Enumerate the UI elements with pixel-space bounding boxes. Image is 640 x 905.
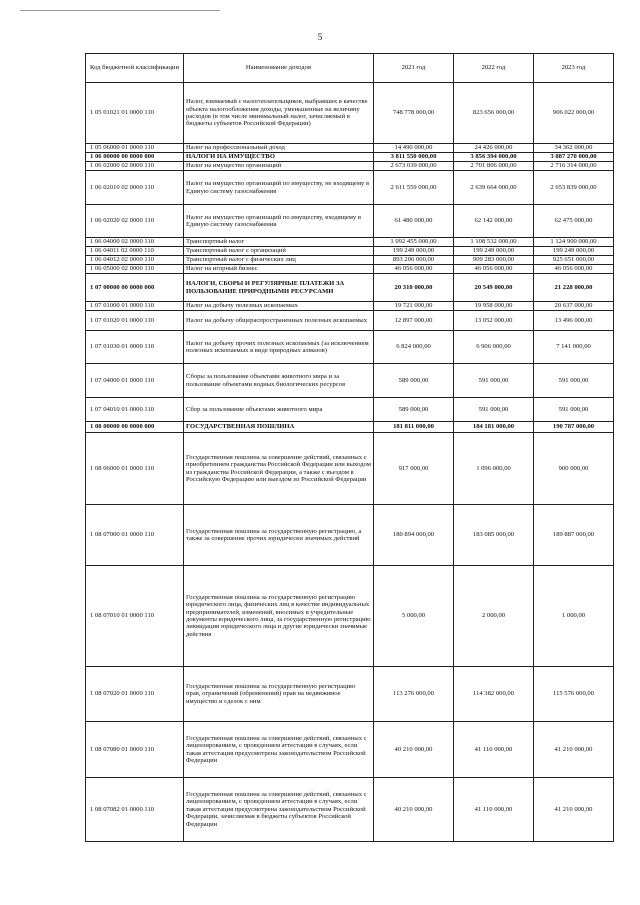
cell-2021: 1 092 455 000,00 (374, 238, 454, 247)
table-row (86, 205, 614, 238)
cell-code: 1 06 02020 02 0000 110 (86, 205, 184, 238)
page-number: 5 (317, 32, 323, 42)
cell-2022: 1 108 532 000,00 (454, 238, 534, 247)
cell-2022: 3 856 394 000,00 (454, 153, 534, 162)
table-row (86, 398, 614, 422)
cell-code: 1 05 06000 01 0000 110 (86, 144, 184, 153)
cell-2021: 893 206 000,00 (374, 256, 454, 265)
cell-2022: 41 110 000,00 (454, 778, 534, 842)
cell-2022: 199 249 000,00 (454, 247, 534, 256)
cell-name: Налог на имущество организаций по имуществу, не входящему в Единую систему газоснабжения (184, 171, 374, 205)
cell-code: 1 06 02000 02 0000 110 (86, 162, 184, 171)
cell-name: Налог на имущество организаций по имуществу, входящему в Единую систему газоснабжения (184, 205, 374, 238)
cell-code: 1 08 00000 00 0000 000 (86, 422, 184, 433)
cell-2023: 2 653 839 000,00 (534, 171, 614, 205)
cell-name: Государственная пошлина за государственную регистрацию прав, ограничений (обременений) прав на недвижимое имущество и сделок с ним (184, 667, 374, 722)
table-row (86, 162, 614, 171)
cell-2021: 589 000,00 (374, 398, 454, 422)
cell-2021: 180 894 000,00 (374, 505, 454, 566)
table-row (86, 247, 614, 256)
cell-code: 1 05 01021 01 0000 110 (86, 83, 184, 144)
cell-name: Государственная пошлина за государственную регистрацию, а также за совершение прочих юридически значимых действий (184, 505, 374, 566)
cell-2023: 62 475 000,00 (534, 205, 614, 238)
cell-code: 1 07 01000 01 0000 110 (86, 302, 184, 311)
cell-code: 1 06 05000 02 0000 110 (86, 265, 184, 274)
cell-2023: 20 637 000,00 (534, 302, 614, 311)
cell-2023: 189 887 000,00 (534, 505, 614, 566)
table-row (86, 566, 614, 667)
cell-name: Налог на добычу общераспространенных полезных ископаемых (184, 311, 374, 331)
cell-code: 1 06 04011 02 0000 110 (86, 247, 184, 256)
cell-name: Транспортный налог (184, 238, 374, 247)
cell-name: НАЛОГИ, СБОРЫ И РЕГУЛЯРНЫЕ ПЛАТЕЖИ ЗА ПОЛЬЗОВАНИЕ ПРИРОДНЫМИ РЕСУРСАМИ (184, 274, 374, 302)
cell-2022: 46 056 000,00 (454, 265, 534, 274)
cell-2023: 190 787 000,00 (534, 422, 614, 433)
cell-2022: 41 110 000,00 (454, 722, 534, 778)
cell-2023: 115 576 000,00 (534, 667, 614, 722)
cell-2023: 2 716 314 000,00 (534, 162, 614, 171)
cell-code: 1 06 04012 02 0000 110 (86, 256, 184, 265)
cell-2021: 14 490 000,00 (374, 144, 454, 153)
cell-2023: 41 210 000,00 (534, 722, 614, 778)
cell-name: Транспортный налог с организаций (184, 247, 374, 256)
cell-2022: 184 181 000,00 (454, 422, 534, 433)
cell-2021: 917 000,00 (374, 433, 454, 505)
cell-2023: 46 056 000,00 (534, 265, 614, 274)
cell-2021: 19 721 000,00 (374, 302, 454, 311)
cell-2022: 909 283 000,00 (454, 256, 534, 265)
cell-name: Налог на игорный бизнес (184, 265, 374, 274)
table-row (86, 256, 614, 265)
cell-2021: 113 276 000,00 (374, 667, 454, 722)
table-row (86, 505, 614, 566)
header-2021: 2021 год (374, 54, 454, 83)
cell-code: 1 08 07082 01 0000 110 (86, 778, 184, 842)
table-row (86, 274, 614, 302)
cell-code: 1 06 02010 02 0000 110 (86, 171, 184, 205)
cell-code: 1 07 04010 01 0000 110 (86, 398, 184, 422)
table-row (86, 144, 614, 153)
cell-2023: 591 000,00 (534, 364, 614, 398)
cell-2021: 6 824 000,00 (374, 331, 454, 364)
cell-name: Сбор за пользование объектами животного мира (184, 398, 374, 422)
cell-2022: 114 382 000,00 (454, 667, 534, 722)
table-row (86, 265, 614, 274)
cell-2023: 1 124 900 000,00 (534, 238, 614, 247)
cell-2021: 5 000,00 (374, 566, 454, 667)
header-2022: 2022 год (454, 54, 534, 83)
cell-2021: 589 000,00 (374, 364, 454, 398)
cell-2022: 13 052 000,00 (454, 311, 534, 331)
header-2023: 2023 год (534, 54, 614, 83)
cell-2021: 748 778 000,00 (374, 83, 454, 144)
table-row (86, 722, 614, 778)
cell-name: Налог, взимаемый с налогоплательщиков, выбравших в качестве объекта налогообложения доходы, уменьшенные на величину расходов (в том числе минимальный налог, зачисляемый в бюджеты субъектов Российской Федерации) (184, 83, 374, 144)
table-row (86, 433, 614, 505)
cell-code: 1 07 01030 01 0000 110 (86, 331, 184, 364)
cell-code: 1 08 07000 01 0000 110 (86, 505, 184, 566)
table-row (86, 83, 614, 144)
table-row (86, 302, 614, 311)
header-code: Код бюджетной классификации (86, 54, 184, 83)
cell-2021: 61 480 000,00 (374, 205, 454, 238)
cell-2021: 181 811 000,00 (374, 422, 454, 433)
cell-2021: 40 210 000,00 (374, 778, 454, 842)
table-row (86, 153, 614, 162)
cell-code: 1 07 01020 01 0000 110 (86, 311, 184, 331)
cell-code: 1 08 06000 01 0000 110 (86, 433, 184, 505)
header-name: Наименование доходов (184, 54, 374, 83)
cell-2022: 1 096 000,00 (454, 433, 534, 505)
table-row (86, 667, 614, 722)
cell-2022: 6 906 000,00 (454, 331, 534, 364)
cell-name: Государственная пошлина за государственную регистрацию юридического лица, физических лиц в качестве индивидуальных предпринимателей, изменений, вносимых в учредительные документы юридического лица, за государственную регистрацию ликвидации юридического лица и другие юридически значимые действия (184, 566, 374, 667)
cell-2022: 591 000,00 (454, 398, 534, 422)
cell-2023: 34 362 000,00 (534, 144, 614, 153)
table-row (86, 422, 614, 433)
cell-2023: 41 210 000,00 (534, 778, 614, 842)
cell-2022: 183 085 000,00 (454, 505, 534, 566)
cell-name: ГОСУДАРСТВЕННАЯ ПОШЛИНА (184, 422, 374, 433)
cell-name: Транспортный налог с физических лиц (184, 256, 374, 265)
cell-code: 1 07 04000 01 0000 110 (86, 364, 184, 398)
cell-2023: 591 000,00 (534, 398, 614, 422)
cell-name: Государственная пошлина за совершение действий, связанных с приобретением гражданства Российской Федерации или выходом из гражданства Российской Федерации, а также с въездом в Российскую Федерацию или выездом из Российской Федерации (184, 433, 374, 505)
cell-2021: 40 210 000,00 (374, 722, 454, 778)
cell-2023: 900 000,00 (534, 433, 614, 505)
cell-code: 1 07 00000 00 0000 000 (86, 274, 184, 302)
cell-code: 1 08 07080 01 0000 110 (86, 722, 184, 778)
table-row (86, 364, 614, 398)
cell-2021: 2 611 559 000,00 (374, 171, 454, 205)
cell-code: 1 08 07010 01 0000 110 (86, 566, 184, 667)
cell-2022: 19 958 000,00 (454, 302, 534, 311)
cell-code: 1 06 04000 02 0000 110 (86, 238, 184, 247)
cell-2022: 823 656 000,00 (454, 83, 534, 144)
cell-2023: 906 022 000,00 (534, 83, 614, 144)
top-rule (20, 10, 220, 11)
cell-2022: 20 549 000,00 (454, 274, 534, 302)
cell-2023: 21 228 000,00 (534, 274, 614, 302)
cell-2021: 46 056 000,00 (374, 265, 454, 274)
table-header-row (86, 54, 614, 83)
cell-2022: 2 000,00 (454, 566, 534, 667)
table-row (86, 238, 614, 247)
revenue-table (85, 53, 614, 842)
cell-2023: 3 887 270 000,00 (534, 153, 614, 162)
cell-2022: 2 639 664 000,00 (454, 171, 534, 205)
cell-code: 1 08 07020 01 0000 110 (86, 667, 184, 722)
cell-name: Налог на добычу полезных ископаемых (184, 302, 374, 311)
table-row (86, 311, 614, 331)
cell-name: Налог на имущество организаций (184, 162, 374, 171)
cell-name: Государственная пошлина за совершение действий, связанных с лицензированием, с проведением аттестации в случаях, если такая аттестация предусмотрена законодательством Российской Федерации, зачисляемая в бюджеты субъектов Российской Федерации (184, 778, 374, 842)
cell-name: Сборы за пользование объектами животного мира и за пользование объектами водных биологических ресурсов (184, 364, 374, 398)
cell-2022: 591 000,00 (454, 364, 534, 398)
cell-2021: 12 897 000,00 (374, 311, 454, 331)
table-row (86, 331, 614, 364)
cell-2023: 199 249 000,00 (534, 247, 614, 256)
cell-name: Налог на добычу прочих полезных ископаемых (за исключением полезных ископаемых в виде природных алмазов) (184, 331, 374, 364)
cell-code: 1 06 00000 00 0000 000 (86, 153, 184, 162)
cell-2023: 1 000,00 (534, 566, 614, 667)
cell-2023: 925 651 000,00 (534, 256, 614, 265)
table-row (86, 171, 614, 205)
cell-2021: 3 811 550 000,00 (374, 153, 454, 162)
table-body (86, 83, 614, 842)
cell-2022: 62 142 000,00 (454, 205, 534, 238)
cell-name: НАЛОГИ НА ИМУЩЕСТВО (184, 153, 374, 162)
cell-2023: 7 141 000,00 (534, 331, 614, 364)
cell-name: Налог на профессиональный доход (184, 144, 374, 153)
cell-2021: 199 249 000,00 (374, 247, 454, 256)
cell-name: Государственная пошлина за совершение действий, связанных с лицензированием, с проведением аттестации в случаях, если такая аттестация предусмотрена законодательством Российской Федерации (184, 722, 374, 778)
cell-2022: 24 426 000,00 (454, 144, 534, 153)
cell-2022: 2 701 806 000,00 (454, 162, 534, 171)
cell-2021: 20 310 000,00 (374, 274, 454, 302)
cell-2023: 13 496 000,00 (534, 311, 614, 331)
cell-2021: 2 673 039 000,00 (374, 162, 454, 171)
table-row (86, 778, 614, 842)
